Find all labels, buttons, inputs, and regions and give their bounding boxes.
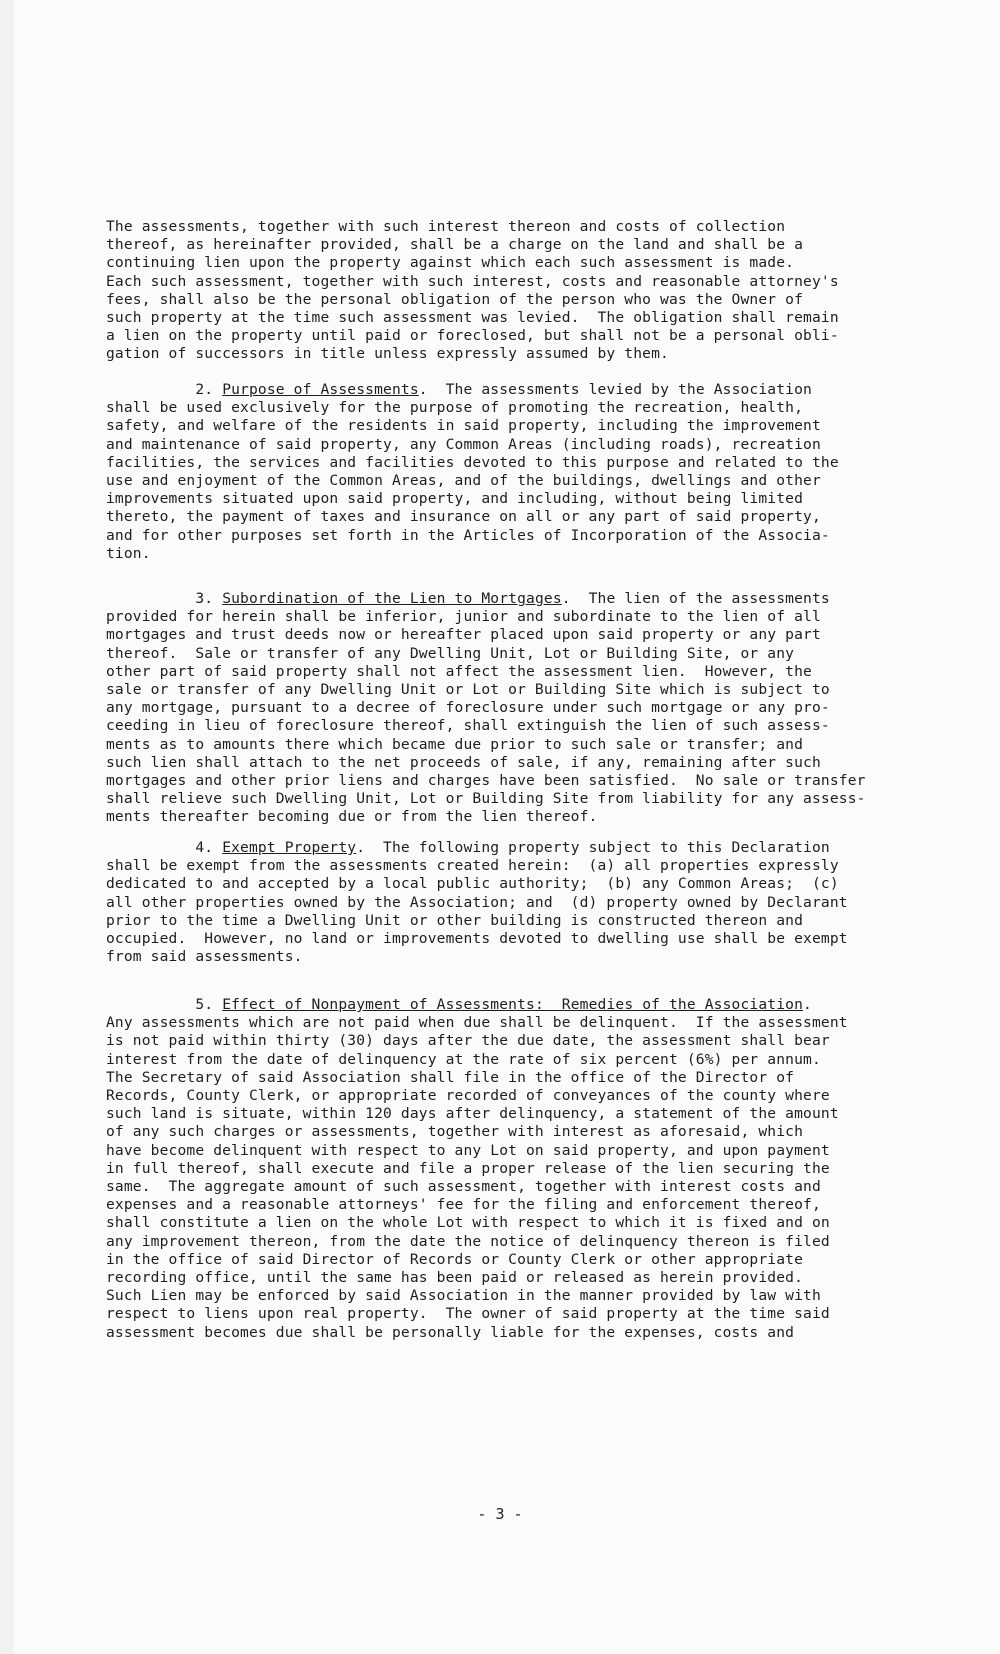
text-line: shall be used exclusively for the purpose of promoting the recreation, health, (106, 399, 804, 417)
text-line: The assessments, together with such interest thereon and costs of collection (106, 218, 786, 235)
section-first-line-text: . The following property subject to this Declaration (356, 839, 830, 856)
text-line: dedicated to and accepted by a local public authority; (b) any Common Areas; (c) (106, 875, 839, 893)
text-line: shall constitute a lien on the whole Lot with respect to which it is fixed and on (106, 1214, 830, 1232)
text-line: sale or transfer of any Dwelling Unit or Lot or Building Site which is subject to (106, 681, 830, 699)
text-line: have become delinquent with respect to any Lot on said property, and upon payment (106, 1141, 830, 1159)
text-line: same. The aggregate amount of such assessment, together with interest costs and (106, 1178, 821, 1196)
section-title: Purpose of Assessments (222, 381, 419, 398)
section-first-line-text: . The lien of the assessments (561, 590, 830, 607)
paragraph-section-3 (106, 590, 906, 827)
paragraph-intro (106, 218, 906, 364)
text-line: such property at the time such assessment was levied. The obligation shall remain (106, 309, 839, 327)
text-line: other part of said property shall not affect the assessment lien. However, the (106, 662, 812, 680)
text-line: prior to the time a Dwelling Unit or other building is constructed thereon and (106, 911, 804, 929)
text-line: such lien shall attach to the net proceeds of sale, if any, remaining after such (106, 753, 821, 771)
text-line: shall relieve such Dwelling Unit, Lot or Building Site from liability for any assess- (106, 790, 866, 808)
text-line: provided for herein shall be inferior, junior and subordinate to the lien of all (106, 608, 821, 626)
section-number: 4. (195, 839, 223, 856)
text-line: ments thereafter becoming due or from the lien thereof. (106, 808, 598, 826)
text-line: The Secretary of said Association shall file in the office of the Director of (106, 1068, 795, 1086)
text-line: ments as to amounts there which became due prior to such sale or transfer; and (106, 735, 804, 753)
section-heading-line (106, 590, 906, 608)
text-line: continuing lien upon the property against which each such assessment is made. (106, 254, 795, 272)
text-line: is not paid within thirty (30) days after the due date, the assessment shall bear (106, 1032, 830, 1050)
page-number: - 3 - (477, 1505, 523, 1523)
indent (106, 590, 195, 607)
text-line: respect to liens upon real property. The owner of said property at the time said (106, 1305, 830, 1323)
text-line: mortgages and trust deeds now or hereafter placed upon said property or any part (106, 626, 821, 644)
text-line: and for other purposes set forth in the Articles of Incorporation of the Associa- (106, 526, 830, 544)
section-number: 2. (195, 381, 223, 398)
section-title: Exempt Property (222, 839, 357, 856)
text-line: occupied. However, no land or improvements devoted to dwelling use shall be exempt (106, 930, 848, 948)
text-line: thereof. Sale or transfer of any Dwelling Unit, Lot or Building Site, or any (106, 644, 795, 662)
text-line: expenses and a reasonable attorneys' fee for the filing and enforcement thereof, (106, 1196, 821, 1214)
text-line: of any such charges or assessments, together with interest as aforesaid, which (106, 1123, 804, 1141)
text-line: thereof, as hereinafter provided, shall be a charge on the land and shall be a (106, 236, 804, 254)
text-line: safety, and welfare of the residents in said property, including the improvement (106, 417, 821, 435)
text-line: Records, County Clerk, or appropriate recorded of conveyances of the county where (106, 1087, 830, 1105)
paragraph-section-5 (106, 996, 906, 1342)
text-line: use and enjoyment of the Common Areas, and of the buildings, dwellings and other (106, 472, 821, 490)
text-line: from said assessments. (106, 948, 303, 966)
text-line: fees, shall also be the personal obligation of the person who was the Owner of (106, 290, 804, 308)
indent (106, 381, 195, 398)
text-line: all other properties owned by the Association; and (d) property owned by Declarant (106, 893, 848, 911)
text-line: recording office, until the same has been paid or released as herein provided. (106, 1269, 804, 1287)
text-line: thereto, the payment of taxes and insurance on all or any part of said property, (106, 508, 821, 526)
text-line: ceeding in lieu of foreclosure thereof, shall extinguish the lien of such assess- (106, 717, 830, 735)
text-line: and maintenance of said property, any Common Areas (including roads), recreation (106, 435, 821, 453)
text-line: in full thereof, shall execute and file a proper release of the lien securing the (106, 1159, 830, 1177)
text-line: improvements situated upon said property, and including, without being limited (106, 490, 804, 508)
text-line: tion. (106, 544, 151, 562)
text-line: in the office of said Director of Records or County Clerk or other appropriate (106, 1250, 804, 1268)
section-heading-line (106, 381, 906, 399)
section-title: Subordination of the Lien to Mortgages (222, 590, 562, 607)
text-line: Such Lien may be enforced by said Association in the manner provided by law with (106, 1287, 821, 1305)
scan-edge-shadow (0, 0, 14, 1654)
text-line: any mortgage, pursuant to a decree of foreclosure under such mortgage or any pro- (106, 699, 830, 717)
text-line: Each such assessment, together with such interest, costs and reasonable attorney's (106, 272, 839, 290)
text-line: any improvement thereon, from the date the notice of delinquency thereon is filed (106, 1232, 830, 1250)
text-line: facilities, the services and facilities devoted to this purpose and related to the (106, 453, 839, 471)
text-line: interest from the date of delinquency at the rate of six percent (6%) per annum. (106, 1050, 821, 1068)
text-line: a lien on the property until paid or foreclosed, but shall not be a personal obli- (106, 327, 839, 345)
indent (106, 839, 195, 856)
text-line: Any assessments which are not paid when due shall be delinquent. If the assessment (106, 1014, 848, 1032)
section-heading-line (106, 839, 906, 857)
section-number: 3. (195, 590, 223, 607)
paragraph-section-4 (106, 839, 906, 966)
text-line: shall be exempt from the assessments created herein: (a) all properties expressly (106, 857, 839, 875)
section-first-line-text: . The assessments levied by the Association (418, 381, 812, 398)
indent (106, 996, 195, 1013)
paragraph-section-2 (106, 381, 906, 563)
section-first-line-text: . (803, 996, 812, 1013)
section-number: 5. (195, 996, 223, 1013)
text-line: gation of successors in title unless expressly assumed by them. (106, 345, 669, 363)
text-line: assessment becomes due shall be personally liable for the expenses, costs and (106, 1323, 795, 1341)
text-line: such land is situate, within 120 days after delinquency, a statement of the amount (106, 1105, 839, 1123)
section-heading-line (106, 996, 906, 1014)
text-line: mortgages and other prior liens and charges have been satisfied. No sale or transfer (106, 772, 866, 790)
section-title: Effect of Nonpayment of Assessments: Remedies of the Association (222, 996, 804, 1013)
